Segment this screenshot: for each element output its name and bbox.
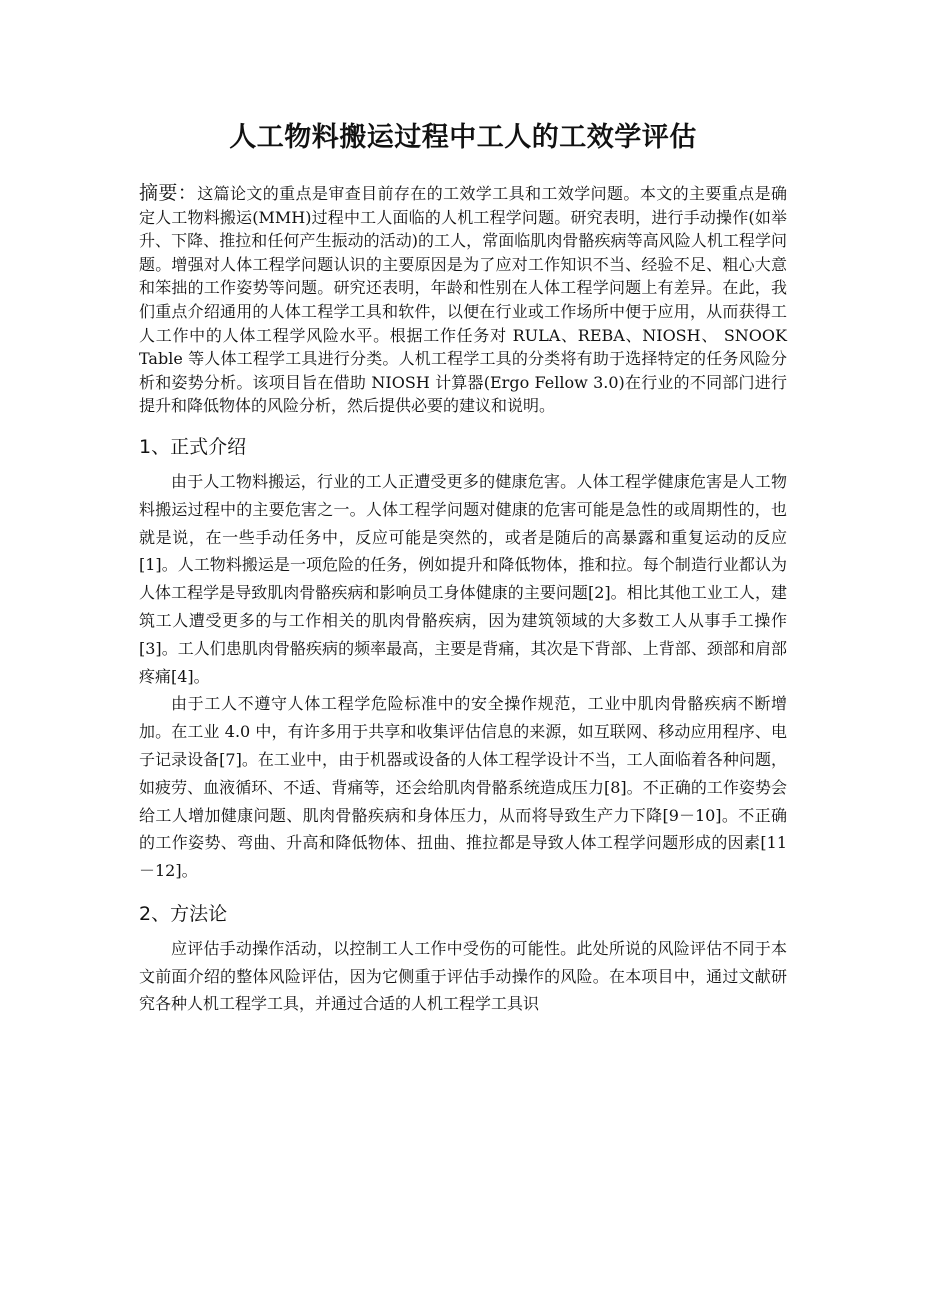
paper-title: 人工物料搬运过程中工人的工效学评估: [229, 122, 697, 153]
section-heading-methodology: 2、方法论: [139, 902, 228, 925]
abstract: [139, 182, 787, 418]
section-heading-introduction: 1、正式介绍: [139, 435, 247, 458]
methodology-paragraph-1: 应评估手动操作活动，以控制工人工作中受伤的可能性。此处所说的风险评估不同于本文前面介绍的整体风险评估，因为它侧重于评估手动操作的风险。在本项目中，通过文献研究各种人机工程学工具，并通过合适的人机工程学工具识: [139, 938, 787, 1014]
introduction-paragraph-2: 由于工人不遵守人体工程学危险标准中的安全操作规范，工业中肌肉骨骼疾病不断增加。在工业 4.0 中，有许多用于共享和收集评估信息的来源，如互联网、移动应用程序、电子记录设备[7]。在工业中，由于机器或设备的人体工程学设计不当，工人面临着各种问题，如疲劳、血液循环、不适、背痛等，还会给肌肉骨骼系统造成压力[8]。不正确的工作姿势会给工人增加健康问题、肌肉骨骼疾病和身体压力，从而将导致生产力下降[9－10]。不正确的工作姿势、弯曲、升高和降低物体、扭曲、推拉都是导致人体工程学问题形成的因素[11－12]。: [139, 694, 787, 881]
abstract-text: 这篇论文的重点是审查目前存在的工效学工具和工效学问题。本文的主要重点是确定人工物料搬运(MMH)过程中工人面临的人机工程学问题。研究表明，进行手动操作(如举升、下降、推拉和任何产生振动的活动)的工人，常面临肌肉骨骼疾病等高风险人机工程学问题。增强对人体工程学问题认识的主要原因是为了应对工作知识不当、经验不足、粗心大意和笨拙的工作姿势等问题。研究还表明，年龄和性别在人体工程学问题上有差异。在此，我们重点介绍通用的人体工程学工具和软件，以便在行业或工作场所中便于应用，从而获得工人工作中的人体工程学风险水平。根据工作任务对 RULA、REBA、NIOSH、 SNOOK Table 等人体工程学工具进行分类。人机工程学工具的分类将有助于选择特定的任务风险分析和姿势分析。该项目旨在借助 NIOSH 计算器(Ergo Fellow 3.0)在行业的不同部门进行提升和降低物体的风险分析，然后提供必要的建议和说明。: [139, 184, 787, 416]
introduction-paragraph-1: 由于人工物料搬运，行业的工人正遭受更多的健康危害。人体工程学健康危害是人工物料搬运过程中的主要危害之一。人体工程学问题对健康的危害可能是急性的或周期性的，也就是说，在一些手动任务中，反应可能是突然的，或者是随后的高暴露和重复运动的反应[1]。人工物料搬运是一项危险的任务，例如提升和降低物体，推和拉。每个制造行业都认为人体工程学是导致肌肉骨骼疾病和影响员工身体健康的主要问题[2]。相比其他工业工人，建筑工人遭受更多的与工作相关的肌肉骨骼疾病，因为建筑领域的大多数工人从事手工操作[3]。工人们患肌肉骨骼疾病的频率最高，主要是背痛，其次是下背部、上背部、颈部和肩部疼痛[4]。: [139, 471, 787, 686]
abstract-label: 摘要：: [139, 182, 198, 204]
paper-page: [139, 112, 787, 1018]
